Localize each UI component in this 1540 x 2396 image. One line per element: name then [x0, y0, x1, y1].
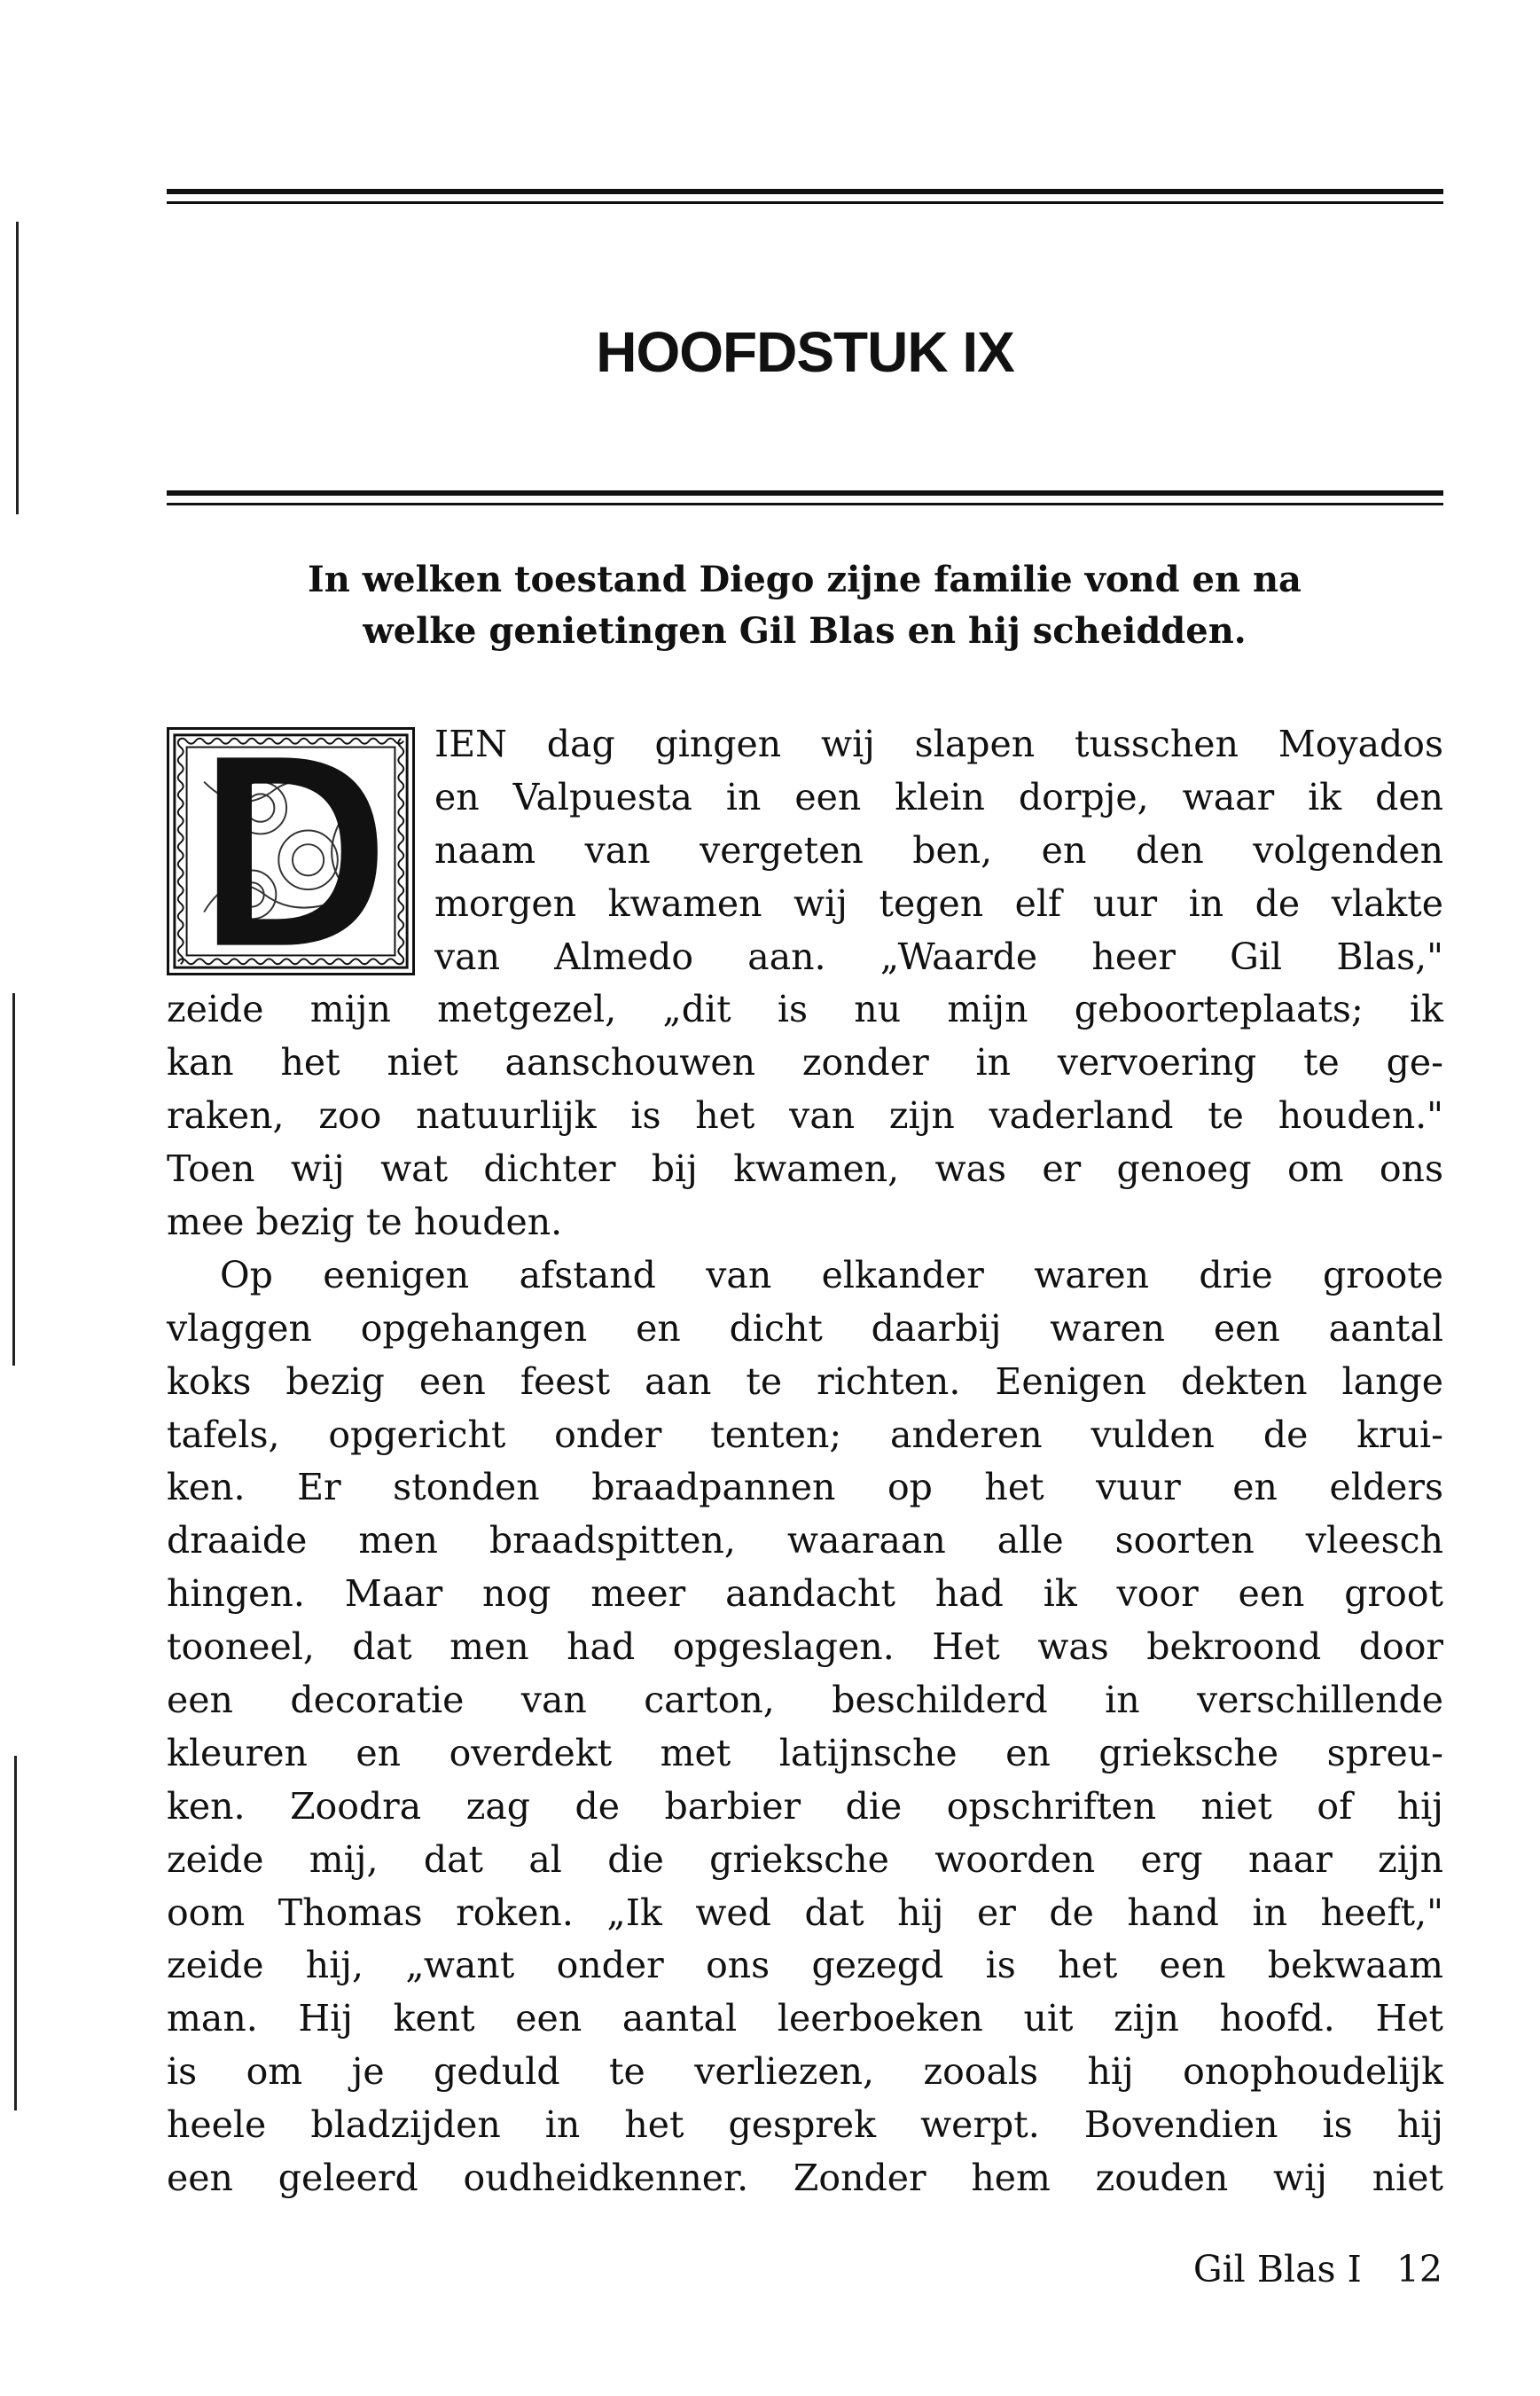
scan-margin-mark — [12, 993, 15, 1366]
top-rule-thick — [167, 189, 1443, 194]
text-line: morgen kwamen wij tegen elf uur in de vlakte — [434, 881, 1443, 925]
text-line: een decoratie van carton, beschilderd in verschillende — [167, 1679, 1443, 1722]
paragraph — [167, 1249, 1443, 2205]
text-line: zeide hij, „want onder ons gezegd is het een bekwaam — [167, 1944, 1443, 1987]
page-footer — [1193, 2248, 1442, 2290]
text-line: mee bezig te houden. — [167, 1201, 563, 1244]
page-number: 12 — [1395, 2248, 1442, 2290]
subtitle-line: In welken toestand Diego zijne familie vond en na — [308, 559, 1302, 600]
text-line: IEN dag gingen wij slapen tusschen Moyados — [434, 723, 1443, 765]
text-line: en Valpuesta in een klein dorpje, waar ik den — [434, 775, 1443, 818]
text-line: kleuren en overdekt met latijnsche en grieksche spreu- — [167, 1731, 1443, 1774]
drop-cap-letter: D — [291, 730, 292, 731]
text-line: hingen. Maar nog meer aandacht had ik voor een groot — [167, 1572, 1443, 1616]
text-line: raken, zoo natuurlijk is het van zijn vaderland te houden." — [167, 1094, 1443, 1138]
text-line: naam van vergeten ben, en den volgenden — [434, 828, 1443, 872]
text-line: van Almedo aan. „Waarde heer Gil Blas," — [434, 935, 1443, 978]
text-line: heele bladzijden in het gesprek werpt. Bovendien is hij — [167, 2103, 1443, 2147]
text-line: oom Thomas roken. „Ik wed dat hij er de hand in heeft," — [167, 1891, 1443, 1934]
paragraph — [167, 718, 1443, 1249]
body-text — [167, 718, 1443, 2205]
text-line: draaide men braadspitten, waaraan alle soorten vleesch — [167, 1519, 1443, 1562]
text-line: zeide mijn metgezel, „dit is nu mijn geboorteplaats; ik — [167, 988, 1443, 1031]
scan-margin-mark — [16, 222, 19, 514]
subtitle-line: welke genietingen Gil Blas en hij scheidden. — [363, 610, 1247, 652]
text-line: tooneel, dat men had opgeslagen. Het was bekroond door — [167, 1625, 1443, 1669]
text-line: zeide mij, dat al die grieksche woorden erg naar zijn — [167, 1837, 1443, 1881]
top-rule-thin — [167, 201, 1443, 204]
scan-margin-mark — [14, 1756, 17, 2110]
text-line: tafels, opgericht onder tenten; anderen vulden de krui- — [167, 1413, 1443, 1456]
text-line: is om je geduld te verliezen, zooals hij onophoudelijk — [167, 2050, 1443, 2094]
text-line: Op eenigen afstand van elkander waren drie groote — [220, 1253, 1443, 1296]
text-line: Toen wij wat dichter bij kwamen, was er genoeg om ons — [167, 1147, 1443, 1191]
text-line: kan het niet aanschouwen zonder in vervoering te ge- — [167, 1041, 1443, 1084]
title-rule-thin — [167, 503, 1443, 505]
chapter-title: HOOFDSTUK IX — [596, 320, 1014, 384]
text-line: koks bezig een feest aan te richten. Eenigen dekten lange — [167, 1359, 1443, 1403]
text-line: vlaggen opgehangen en dicht daarbij waren een aantal — [167, 1306, 1443, 1350]
chapter-subtitle — [177, 554, 1432, 657]
text-line: man. Hij kent een aantal leerboeken uit zijn hoofd. Het — [167, 1997, 1443, 2040]
title-rule-thick — [167, 490, 1443, 496]
text-line: een geleerd oudheidkenner. Zonder hem zouden wij niet — [167, 2157, 1443, 2200]
footer-signature: Gil Blas I — [1192, 2248, 1362, 2290]
text-line: ken. Zoodra zag de barbier die opschriften niet of hij — [167, 1784, 1443, 1828]
text-line: ken. Er stonden braadpannen op het vuur en elders — [167, 1466, 1443, 1509]
